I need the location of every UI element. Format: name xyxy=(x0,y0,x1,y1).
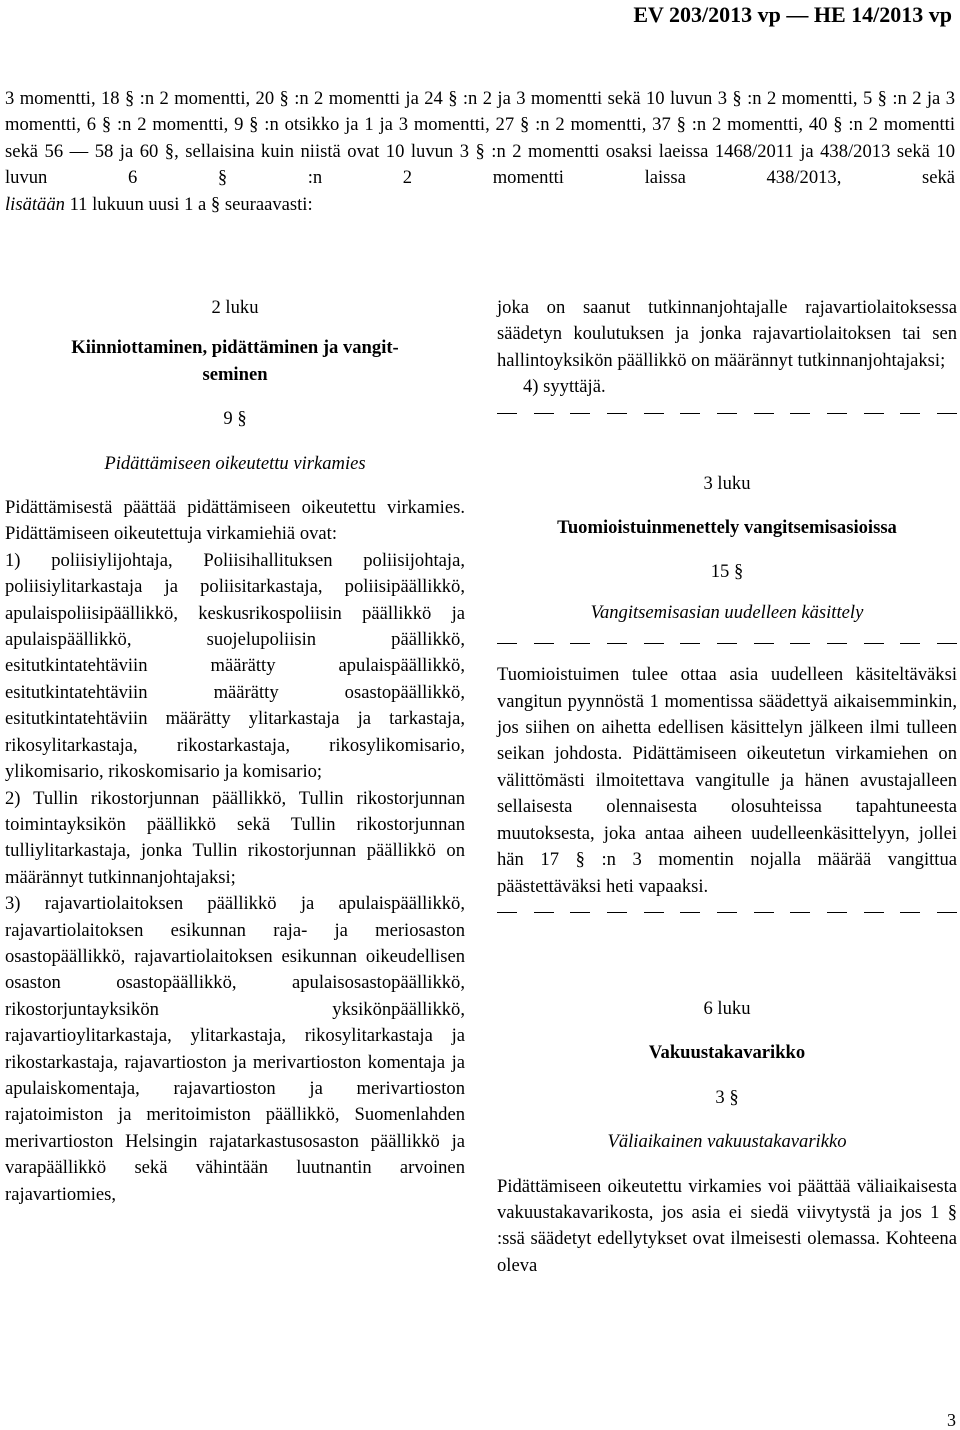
chapter-6-number: 6 luku xyxy=(703,997,751,1019)
section-15-title: Vangitsemisasian uudelleen käsittely xyxy=(590,601,864,623)
chapter-2-title-line1: Kiinniottaminen, pidättäminen ja vangit- xyxy=(71,337,399,359)
chapter-6-title: Vakuustakavarikko xyxy=(648,1042,806,1064)
section-9-title: Pidättämiseen oikeutettu virkamies xyxy=(104,452,366,474)
omission-divider xyxy=(497,401,957,427)
item-3-continuation: joka on saanut tutkinnanjohtajalle rajavartiolaitoksessa säädetyn koulutuksen ja jonka rajavartiolaitoksen tai sen hallintoyksikön päällikkö on määrännyt tutkinnanjohtajaksi; xyxy=(497,297,957,371)
section-9-item-2: 2) Tullin rikostorjunnan päällikkö, Tullin rikostorjunnan toimintayksikön päällikkö sekä Tullin rikostorjunnan tulliylitarkastaja, jonka Tullin rikostorjunnan päällikkö on määrännyt tutkinnanjohtajaksi; xyxy=(5,787,465,888)
omission-divider xyxy=(497,630,957,656)
page-number: 3 xyxy=(947,1410,956,1430)
intro-lisataan-rest: 11 lukuun uusi 1 a § seuraavasti: xyxy=(64,193,313,215)
right-column xyxy=(497,295,957,1279)
section-3-title: Väliaikainen vakuustakavarikko xyxy=(607,1131,847,1153)
section-15-paragraph: Tuomioistuimen tulee ottaa asia uudelleen käsiteltäväksi vangitun pyynnöstä 1 momentissa säädettyä aikaisemminkin, jos siihen on aihetta edellisen käsittelyn jälkeen ilmi tulleen seikan johdosta. Pidättämiseen oikeutetun virkamiehen on välittömästi ilmoitettava vangitulle ja hänen avustajalleen sellaisesta olennaisesta olosuhteissa tapahtuneesta muutoksesta, joka antaa aiheen uudelleenkäsittelyyn, jollei hän 17 § :n 3 momentin nojalla määrää vangittua päästettäväksi heti vapaaksi. xyxy=(497,664,957,897)
section-3-paragraph: Pidättämiseen oikeutettu virkamies voi päättää väliaikaisesta vakuustakavarikosta, jos asia ei siedä viivytystä ja jos 1 § :ssä säädetyt edellytykset ovat ilmeisesti olemassa. Kohteena oleva xyxy=(497,1175,957,1276)
omission-divider xyxy=(497,900,957,926)
intro-lisataan-word: lisätään xyxy=(5,193,65,215)
chapter-3-title: Tuomioistuinmenettely vangitsemisasioissa xyxy=(557,517,897,539)
chapter-2-number: 2 luku xyxy=(211,297,259,318)
chapter-3-number: 3 luku xyxy=(703,472,751,494)
section-3-number: 3 § xyxy=(715,1086,739,1108)
intro-addition xyxy=(5,192,955,218)
left-column xyxy=(5,295,465,1208)
section-9-item-4: 4) syyttäjä. xyxy=(523,376,606,398)
page-header: EV 203/2013 vp — HE 14/2013 vp xyxy=(633,2,952,27)
intro-paragraph: 3 momentti, 18 § :n 2 momentti, 20 § :n 2 momentti ja 24 § :n 2 ja 3 momentti sekä 10 luvun 3 § :n 2 momentti, 5 § :n 2 ja 3 momentti, 6 § :n 2 momentti, 9 § :n otsikko ja 1 ja 3 momentti, 27 § :n 2 momentti, 37 § :n 2 momentti, 40 § :n 2 momentti sekä 56 — 58 ja 60 §, sellaisina kuin niistä ovat 10 luvun 3 § :n 2 momentti osaksi laeissa 1468/2011 ja 438/2013 sekä 10 luvun 6 § :n 2 momentti laissa 438/2013, sekä xyxy=(5,88,955,189)
chapter-2-title-line2: seminen xyxy=(202,363,268,385)
section-9-number: 9 § xyxy=(223,408,247,430)
section-9-paragraph: Pidättämisestä päättää pidättämiseen oikeutettu virkamies. Pidättämiseen oikeutettuja virkamiehiä ovat: xyxy=(5,497,465,545)
intro-block xyxy=(5,86,955,218)
section-9-item-3: 3) rajavartiolaitoksen päällikkö ja apulaispäällikkö, rajavartiolaitoksen esikunnan raja- ja meriosaston osastopäällikkö, rajavartiolaitoksen esikunnan oikeudellisen osaston osastopäällikkö, apulaisosastopäällikkö, rikostorjuntayksikön yksikönpäällikkö, rajavartioylitarkastaja, ylitarkastaja, rikosylitarkastaja ja rikostarkastaja, rajavartioston ja merivartioston komentaja ja apulaiskomentaja, rajavartioston ja merivartioston rajatoimiston ja meritoimiston päällikkö, Suomenlahden merivartioston Helsingin rajatarkastusosaston päällikkö ja varapäällikkö sekä vähintään luutnantin arvoinen rajavartiomies, xyxy=(5,893,465,1205)
section-15-number: 15 § xyxy=(710,561,744,583)
section-9-item-1: 1) poliisiylijohtaja, Poliisihallituksen poliisijohtaja, poliisiylitarkastaja ja poliisitarkastaja, poliisipäällikkö, apulaispoliisipäällikkö, keskusrikospoliisin päällikkö ja apulaispäällikkö, suojelupoliisin päällikkö, esitutkintatehtäviin määrätty apulaispäällikkö, esitutkintatehtäviin määrätty osastopäällikkö, esitutkintatehtäviin määrätty ylitarkastaja ja tarkastaja, rikosylitarkastaja, rikostarkastaja, rikosylikomisario, ylikomisario, rikoskomisario ja komisario; xyxy=(5,549,465,783)
